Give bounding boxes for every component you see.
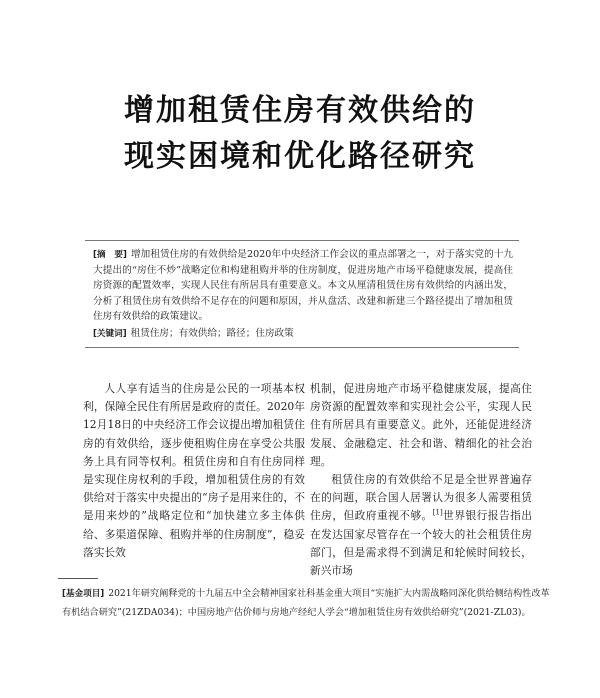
abstract-box — [85, 240, 519, 348]
body-column-right — [310, 380, 532, 580]
abstract-text: 增加租赁住房的有效供给是2020年中央经济工作会议的重点部署之一，对于落实党的十九大提出的“房住不炒”战略定位和构建租购并举的住房制度，促进房地产市场平稳健康发展，提高住房资源的配置效率，实现人民住有所居具有重要意义。本文从厘清租赁住房有效供给的内涵出发，分析了租赁住房有效供给不足存在的问题和原因，并从盘活、改建和新建三个路径提出了增加租赁住房有效供给的政策建议。 — [93, 249, 513, 322]
footnote-divider — [58, 578, 98, 579]
keywords-text: 租赁住房；有效供给；路径；住房政策 — [130, 328, 294, 339]
title-line-1: 增加租赁住房有效供给的 — [124, 93, 476, 128]
body-column-left — [83, 380, 305, 562]
fund-footnote — [62, 585, 550, 621]
citation-ref[interactable]: [1] — [432, 508, 443, 517]
body-paragraph: 人人享有适当的住房是公民的一项基本权利，保障全民住有所居是政府的责任。2020年12月18日的中央经济工作会议提出增加租赁住房的有效供给，逐步使租购住房在享受公共服务上具有同等权利。租赁住房和自有住房同样是实现住房权利的手段，增加租赁住房的有效供给对于落实中央提出的“房子是用来住的，不是用来炒的”战略定位和“加快建立多主体供给、多渠道保障、租购并举的住房制度”，稳妥落实长效 — [83, 382, 305, 559]
keywords-label: [关键词] — [93, 329, 127, 339]
abstract — [93, 247, 513, 324]
abstract-label: [摘 要] — [93, 250, 127, 260]
fund-text: 2021年研究阐释党的十九届五中全会精神国家社科基金重大项目“实施扩大内需战略同深化供给侧结构性改革有机结合研究”(21ZDA034)；中国房地产估价师与房地产经纪人学会“增加租赁住房有效供给研究”(2021-ZL03)。 — [62, 588, 550, 618]
paragraph-text: 世界银行报告指出在发达国家尽管存在一个较大的社会租赁住房部门，但是需求得不到满足和轮候时间较长，新兴市场 — [310, 509, 532, 578]
title-line-2: 现实困境和优化路径研究 — [124, 139, 476, 174]
keywords — [93, 326, 513, 342]
fund-label: [基金项目] — [62, 589, 105, 599]
paragraph-text: 租赁住房的有效供给不足是全世界普遍存在的问题，联合国人居署认为很多人需要租赁住房，但政府重视不够。 — [310, 473, 532, 523]
body-paragraph — [310, 471, 532, 580]
body-paragraph: 机制，促进房地产市场平稳健康发展，提高住房资源的配置效率和实现社会公平，实现人民住有所居具有重要意义。此外，还能促进经济发展、金融稳定、社会和谐、精细化的社会治理。 — [310, 382, 532, 468]
article-title — [0, 88, 600, 180]
